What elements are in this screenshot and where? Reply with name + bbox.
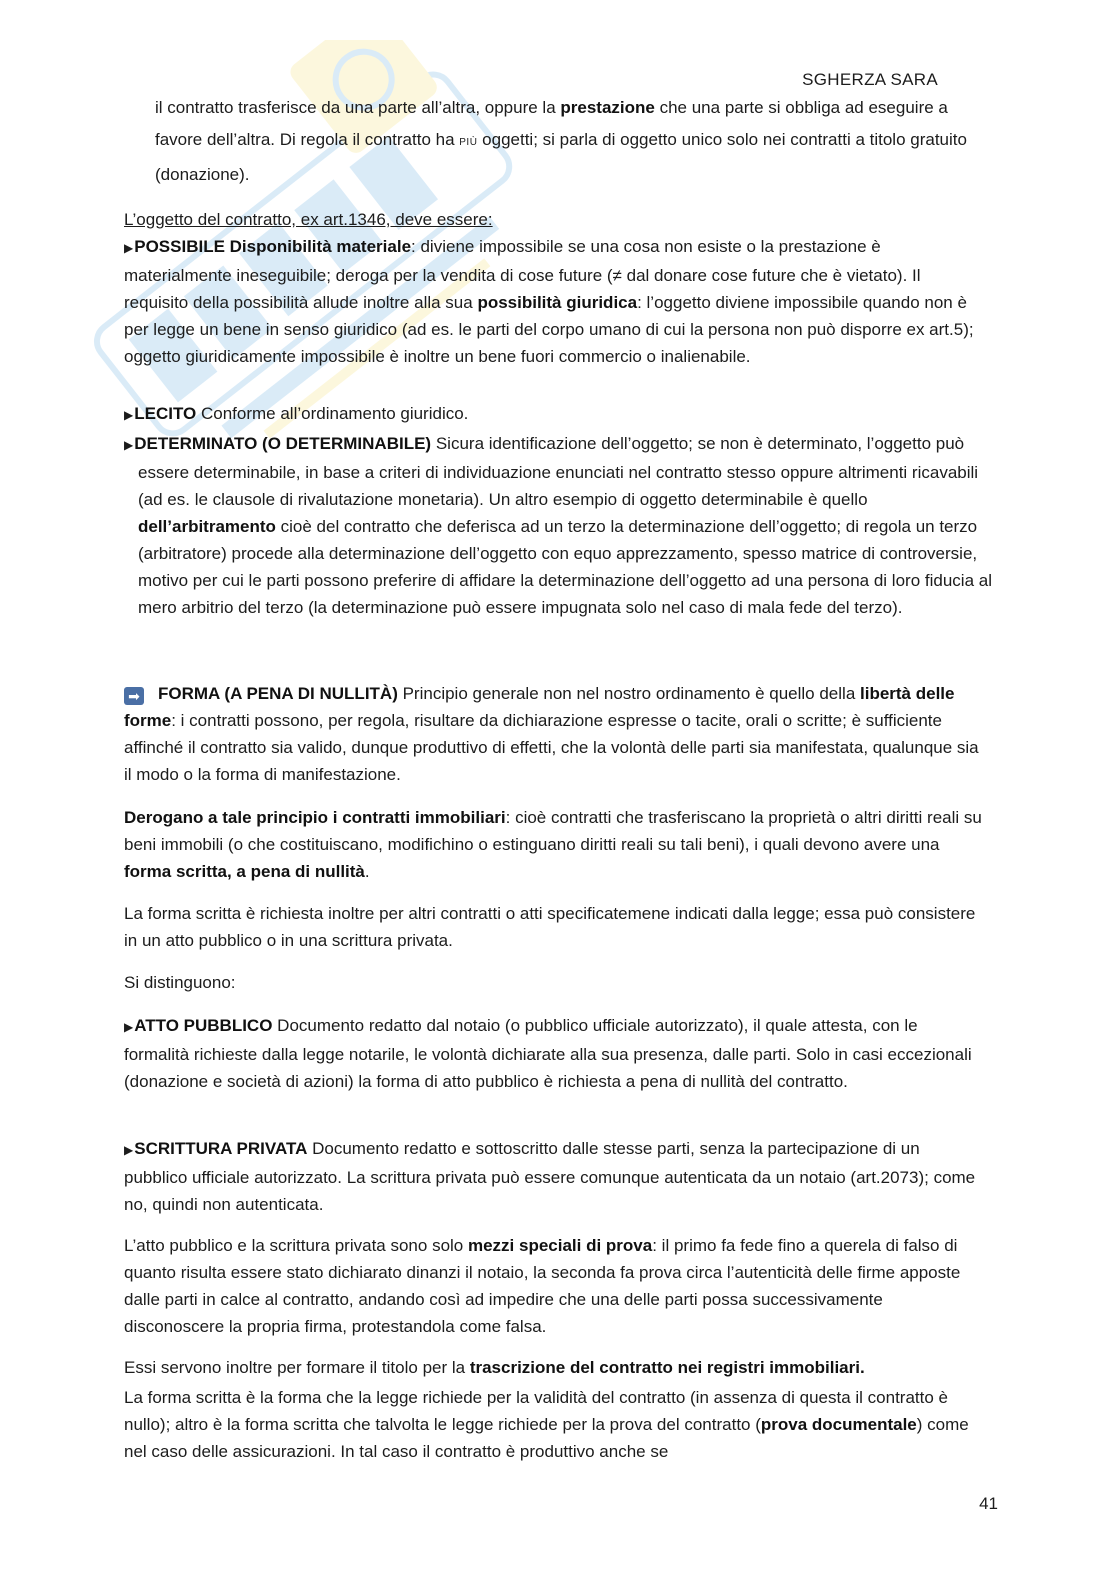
validita-paragraph: La forma scritta è la forma che la legge richiede per la validità del contratto (in assenza di questa il contratto è nullo); altro è la forma scritta che talvolta le legge richiede per la prova del contratto (prova documentale) come nel caso delle assicurazioni. In tal caso il contratto è produttivo anche se [124, 1388, 969, 1461]
arrow-right-icon: ➡ [124, 687, 144, 705]
bullet-icon: ▶ [124, 1020, 134, 1034]
requirement-possibile: ▶POSSIBILE Disponibilità materiale: diviene impossibile se una cosa non esiste o la prestazione è materialmente ineseguibile; deroga per la vendita di cose future (≠ dal donare cose future che è vietato). Il requisito della possibilità allude inoltre alla sua possibilità giuridica: l’oggetto diviene impossibile quando non è per legge un bene in senso giuridico (ad es. le parti del corpo umano di cui la persona non può disporre ex art.5); oggetto giuridicamente impossibile è inoltre un bene fuori commercio o inalienabile. [124, 237, 974, 366]
scrittura-privata-paragraph: ▶SCRITTURA PRIVATA Documento redatto e sottoscritto dalle stesse parti, senza la partecipazione di un pubblico ufficiale autorizzato. La scrittura privata può essere comunque autenticata da un notaio (art.2073); come no, quindi non autenticata. [124, 1139, 976, 1214]
atto-pubblico-paragraph: ▶ATTO PUBBLICO Documento redatto dal notaio (o pubblico ufficiale autorizzato), il quale attesta, con le formalità richieste dalla legge notarile, le volontà dichiarate alla sua presenza, dalle parti. Solo in casi eccezionali (donazione e società di azioni) la forma di atto pubblico è richiesta a pena di nullità del contratto. [124, 1016, 972, 1091]
bullet-icon: ▶ [124, 241, 134, 255]
mezzi-prova-paragraph: L’atto pubblico e la scrittura privata sono solo mezzi speciali di prova: il primo fa fede fino a querela di falso di quanto risulta essere stato dichiarato dinanzi il notaio, la seconda fa prova circa l’autenticità delle firme apposte dalle parti in calce al contratto, andando così ad impedire che una delle parti possa successivamente disconoscere la propria firma, protestandola come falsa. [124, 1236, 961, 1336]
forma-paragraph: ➡ FORMA (A PENA DI NULLITÀ) Principio generale non nel nostro ordinamento è quello della libertà delle forme: i contratti possono, per regola, risultare da dichiarazione espresse o tacite, orali o scritte; è sufficiente affinché il contratto sia valido, dunque produttivo di effetti, che la volontà delle parti sia manifestata, qualunque sia il modo o la forma di manifestazione. [124, 684, 979, 784]
trascrizione-paragraph: Essi servono inoltre per formare il titolo per la trascrizione del contratto nei registri immobiliari. [124, 1358, 865, 1377]
bullet-icon: ▶ [124, 1143, 134, 1157]
requirement-determinato: ▶DETERMINATO (O DETERMINABILE) Sicura identificazione dell’oggetto; se non è determinato, l’oggetto può essere determinabile, in base a criteri di individuazione enunciati nel contratto stesso oppure altrimenti ricavabili (ad es. le clausole di rivalutazione monetaria). Un altro esempio di oggetto determinabile è quello dell’arbitramento cioè del contratto che deferisca ad un terzo la determinazione dell’oggetto; di regola un terzo (arbitratore) procede alla determinazione dell’oggetto con equo apprezzamento, spesso matrice di controversie, motivo per cui le parti possono preferire di affidare la determinazione dell’oggetto ad una persona di loro fiducia al mero arbitrio del terzo (la determinazione può essere impugnata solo nel caso di mala fede del terzo). [124, 434, 992, 617]
bullet-icon: ▶ [124, 408, 134, 422]
author-header: SGHERZA SARA [802, 70, 938, 89]
forma-scritta-paragraph: La forma scritta è richiesta inoltre per altri contratti o atti specificatemene indicati dalla legge; essa può consistere in un atto pubblico o in una scrittura privata. [124, 904, 976, 950]
page-number: 41 [979, 1494, 998, 1513]
requirements-heading: L’oggetto del contratto, ex art.1346, deve essere: [124, 210, 493, 229]
deroga-paragraph: Derogano a tale principio i contratti immobiliari: cioè contratti che trasferiscano la proprietà o altri diritti reali su beni immobili (o che costituiscano, modifichino o estinguano diritti reali su tali beni), i quali devono avere una forma scritta, a pena di nullità. [124, 808, 982, 881]
intro-paragraph: il contratto trasferisce da una parte all’altra, oppure la prestazione che una parte si obbliga ad eseguire a favore dell’altra. Di regola il contratto ha PIÙ oggetti; si parla di oggetto unico solo nei contratti a titolo gratuito (donazione). [155, 98, 967, 184]
bullet-icon: ▶ [124, 438, 134, 452]
distinguono-paragraph: Si distinguono: [124, 973, 236, 992]
requirement-lecito: ▶LECITO Conforme all’ordinamento giuridico. [124, 404, 469, 423]
